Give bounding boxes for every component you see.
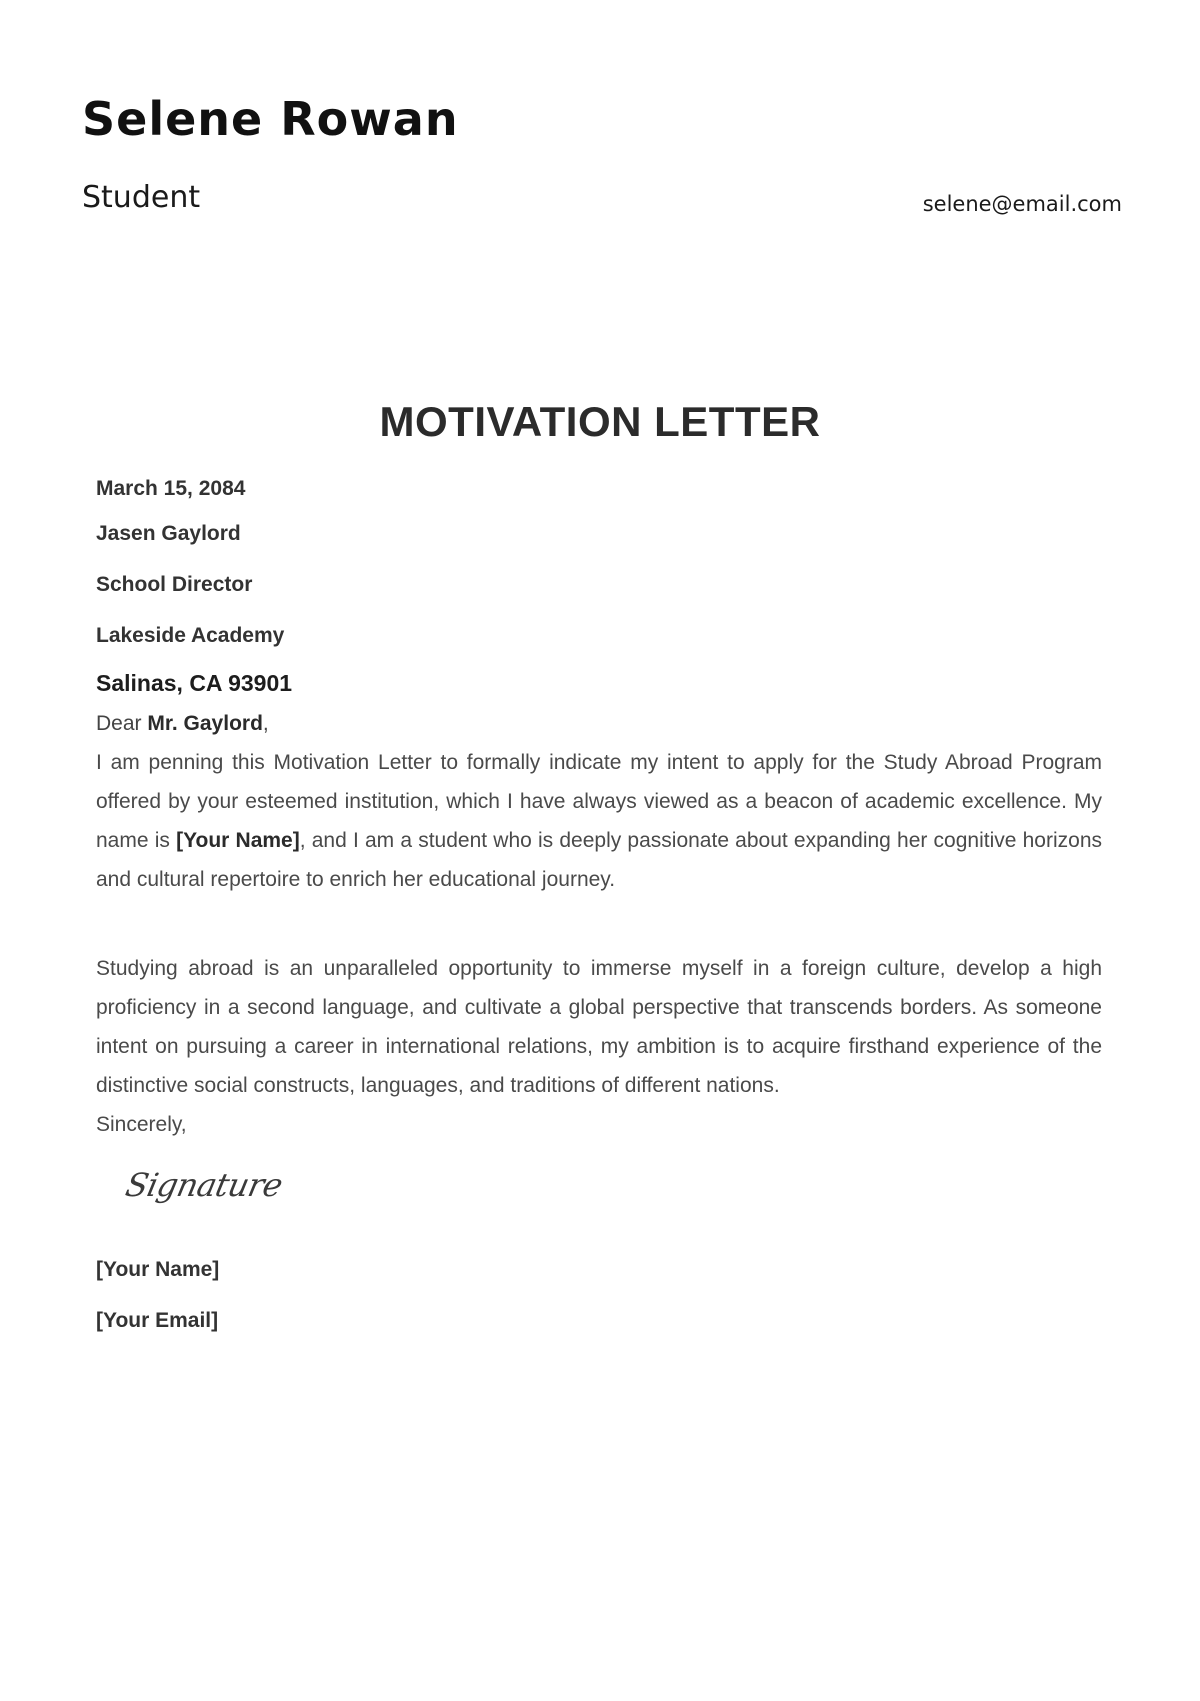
body-paragraph-1 xyxy=(96,743,1102,899)
recipient-address: Salinas, CA 93901 xyxy=(96,670,293,696)
letter-title: MOTIVATION LETTER xyxy=(379,398,821,445)
recipient-position: School Director xyxy=(96,573,253,596)
recipient-organization: Lakeside Academy xyxy=(96,624,285,647)
salutation-prefix: Dear xyxy=(96,712,148,735)
paragraph-1-text-start: I am penning this Motivation Letter to formally indicate my intent to apply for the Study Abroad Program offered by your esteemed institution, which I have always viewed as a beacon of academic excellence. My name is xyxy=(96,751,1102,852)
recipient-name: Jasen Gaylord xyxy=(96,522,241,545)
footer-email: [Your Email] xyxy=(96,1309,219,1332)
signature: Signature xyxy=(122,1166,286,1204)
sender-email: selene@email.com xyxy=(922,192,1122,216)
paragraph-1-text-end: , and I am a student who is deeply passionate about expanding her cognitive horizons and cultural repertoire to enrich her educational journey. xyxy=(96,829,1103,891)
sender-name: Selene Rowan xyxy=(82,92,459,146)
footer-name: [Your Name] xyxy=(96,1258,220,1281)
sender-role: Student xyxy=(82,180,201,215)
salutation xyxy=(96,705,1102,743)
salutation-name: Mr. Gaylord xyxy=(147,712,263,735)
salutation-suffix: , xyxy=(262,712,269,735)
letter-body xyxy=(96,470,1102,1346)
body-paragraph-2: Studying abroad is an unparalleled opportunity to immerse myself in a foreign culture, develop a high proficiency in a second language, and cultivate a global perspective that transcends borders. As someone intent on pursuing a career in international relations, my ambition is to acquire firsthand experience of the distinctive social constructs, languages, and traditions of different nations. xyxy=(96,957,1102,1097)
paragraph-1-name-placeholder: [Your Name] xyxy=(176,829,300,852)
closing: Sincerely, xyxy=(96,1113,187,1136)
paragraph-spacer xyxy=(96,899,1102,949)
letter-date: March 15, 2084 xyxy=(96,477,246,500)
